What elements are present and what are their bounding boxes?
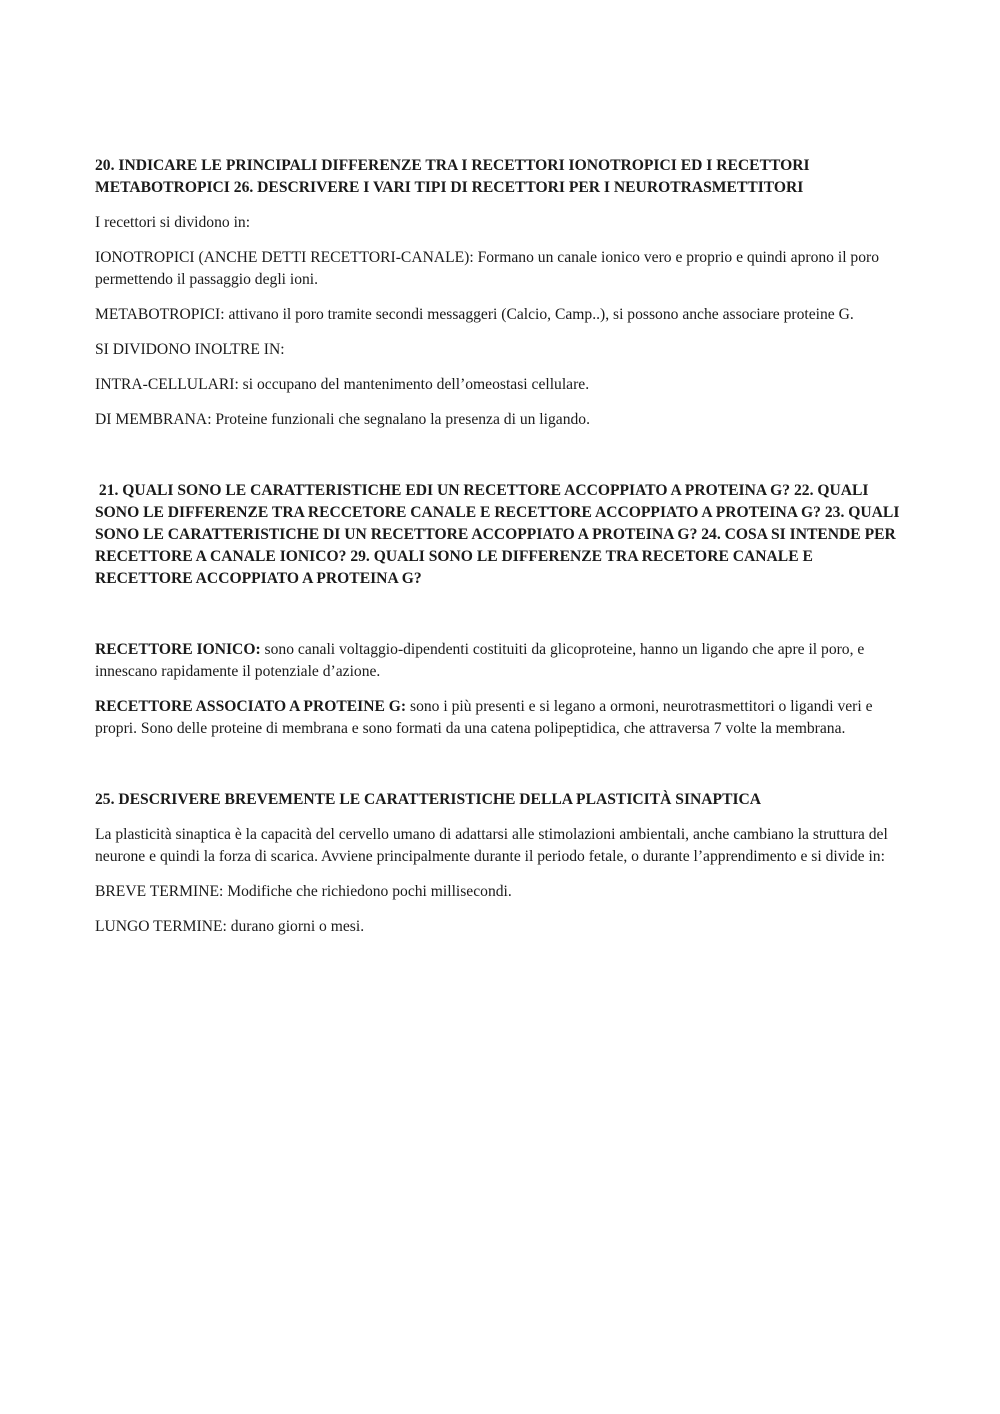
paragraph: LUNGO TERMINE: durano giorni o mesi. <box>95 918 365 935</box>
paragraph: IONOTROPICI (ANCHE DETTI RECETTORI-CANALE): Formano un canale ionico vero e proprio e quindi aprono il poro permettendo il passaggio degli ioni. <box>95 249 880 288</box>
term-definition: sono canali voltaggio-dipendenti costituiti da glicoproteine, hanno un ligando che apre il poro, e innescano rapidamente il potenziale d’azione. <box>95 641 865 680</box>
term-label: RECETTORE IONICO: <box>95 641 261 658</box>
section-plasticita-sinaptica <box>95 789 900 938</box>
paragraph-recettore-ionico <box>95 639 900 683</box>
paragraph: DI MEMBRANA: Proteine funzionali che segnalano la presenza di un ligando. <box>95 411 590 428</box>
paragraph-recettore-proteine-g <box>95 696 900 740</box>
section-heading: 20. INDICARE LE PRINCIPALI DIFFERENZE TRA I RECETTORI IONOTROPICI ED I RECETTORI METABOTROPICI 26. DESCRIVERE I VARI TIPI DI RECETTORI PER I NEUROTRASMETTITORI <box>95 157 810 196</box>
term-label: RECETTORE ASSOCIATO A PROTEINE G: <box>95 698 407 715</box>
spacer <box>95 753 900 789</box>
section-recettori-tipi <box>95 155 900 431</box>
section-recettore-proteina-g <box>95 480 900 740</box>
paragraph: METABOTROPICI: attivano il poro tramite secondi messaggeri (Calcio, Camp..), si possono anche associare proteine G. <box>95 306 854 323</box>
paragraph: SI DIVIDONO INOLTRE IN: <box>95 341 285 358</box>
section-heading: 25. DESCRIVERE BREVEMENTE LE CARATTERISTICHE DELLA PLASTICITÀ SINAPTICA <box>95 791 762 808</box>
document-page <box>95 155 900 951</box>
spacer <box>95 444 900 480</box>
paragraph: La plasticità sinaptica è la capacità del cervello umano di adattarsi alle stimolazioni ambientali, anche cambiano la struttura del neurone e quindi la forza di scarica. Avviene principalmente durante il periodo fetale, o durante l’apprendimento e si divide in: <box>95 826 888 865</box>
spacer <box>95 603 900 639</box>
paragraph: I recettori si dividono in: <box>95 214 251 231</box>
section-heading: 21. QUALI SONO LE CARATTERISTICHE EDI UN RECETTORE ACCOPPIATO A PROTEINA G? 22. QUALI SONO LE DIFFERENZE TRA RECCETORE CANALE E RECETTORE ACCOPPIATO A PROTEINA G? 23. QUALI SONO LE CARATTERISTICHE DI UN RECETTORE ACCOPPIATO A PROTEINA G? 24. COSA SI INTENDE PER RECETTORE A CANALE IONICO? 29. QUALI SONO LE DIFFERENZE TRA RECETORE CANALE E RECETTORE ACCOPPIATO A PROTEINA G? <box>95 482 900 587</box>
paragraph: INTRA-CELLULARI: si occupano del mantenimento dell’omeostasi cellulare. <box>95 376 590 393</box>
paragraph: BREVE TERMINE: Modifiche che richiedono pochi millisecondi. <box>95 883 512 900</box>
term-definition: sono i più presenti e si legano a ormoni, neurotrasmettitori o ligandi veri e propri. Sono delle proteine di membrana e sono formati da una catena polipeptidica, che attraversa 7 volte la membrana. <box>95 698 873 737</box>
